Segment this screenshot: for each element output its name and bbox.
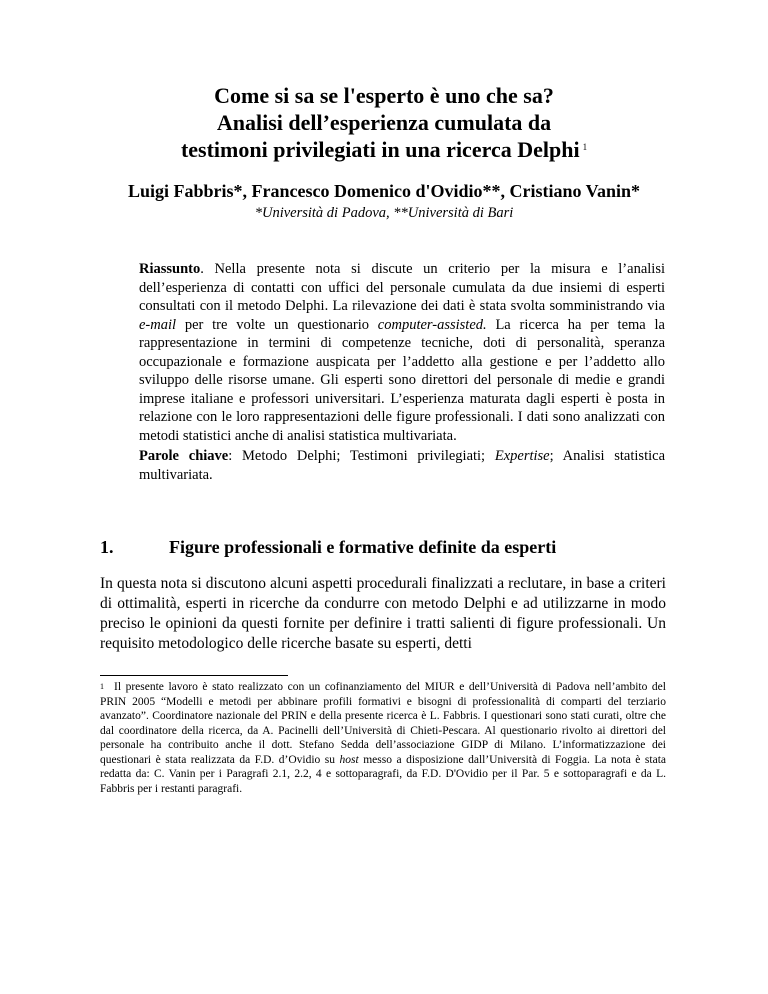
keywords-paragraph: [139, 447, 665, 484]
title-footnote-mark[interactable]: 1: [582, 142, 588, 152]
abstract-emphasis-email: e-mail: [139, 316, 177, 333]
footnote-text-2: messo a disposizione dall’Università di Foggia. La nota è stata redatta da: C. Vanin per i Paragrafi 2.1, 2.2, 4 e sottoparagrafi, da F.D. D'Ovidio per il Par. 5 e sottoparagrafi e da L. Fabbris per i restanti paragrafi.: [100, 753, 666, 795]
section-title: Figure professionali e formative definite da esperti: [169, 537, 557, 557]
abstract-emphasis-computer-assisted: computer-assisted.: [377, 316, 487, 333]
footnote-text-1: Il presente lavoro è stato realizzato con un cofinanziamento del MIUR e dell’Università di Padova nell’ambito del PRIN 2005 “Modelli e metodi per abbinare profili formativi e bisogni di professionalità di comparti del terziario avanzato”. Coordinatore nazionale del PRIN e della presente ricerca è L. Fabbris. I questionari sono stati curati, oltre che dal coordinatore della ricerca, da A. Pacinelli dell’Università di Chieti-Pescara. Al questionario rivolto ai direttori del personale ha contribuito anche il dott. Stefano Sedda dell’associazione GIDP di Milano. L’informatizzazione dei questionari è stata realizzata da F.D. d’Ovidio su: [100, 681, 666, 766]
title-line-3: [100, 136, 668, 163]
abstract-text-1: . Nella presente nota si discute un criterio per la misura e l’analisi dell’esperienza di contatti con uffici del personale cumulata da due insiemi di esperti consultati con il metodo Delphi. La rilevazione dei dati è stata svolta somministrando via: [139, 261, 665, 314]
abstract-block: [139, 260, 665, 484]
author-affiliations: *Università di Padova, **Università di Bari: [254, 205, 514, 221]
footnote-paragraph: [100, 680, 666, 796]
footnote-emphasis-host: host: [339, 753, 359, 766]
paper-title: [100, 82, 668, 163]
author-list: Luigi Fabbris*, Francesco Domenico d'Ovidio**, Cristiano Vanin*: [127, 181, 641, 201]
keywords-text-1: : Metodo Delphi; Testimoni privilegiati;: [228, 448, 495, 464]
abstract-text-3: La ricerca ha per tema la rappresentazione in termini di competenze tecniche, doti di personalità, speranza occupazionale e formazione auspicata per l’addetto alla gestione e per l’addetto allo sviluppo delle risorse umane. Gli esperti sono direttori del personale di medie e grandi imprese italiane e professori universitari. L’esperienza maturata dagli esperti è posta in relazione con le loro rappresentazioni delle figure professionali. I dati sono analizzati con metodi statistici anche di analisi statistica multivariata.: [139, 316, 665, 444]
footnote-separator: [100, 675, 288, 676]
title-line-3-text: testimoni privilegiati in una ricerca Delphi: [180, 137, 580, 162]
body-text: [100, 574, 666, 654]
title-line-1: Come si sa se l'esperto è uno che sa?: [214, 83, 554, 108]
footnote-number: 1: [100, 682, 104, 691]
section-number: 1.: [100, 537, 114, 557]
section-heading: [100, 536, 556, 558]
keywords-emphasis-expertise: Expertise: [494, 448, 550, 464]
title-line-2: Analisi dell’esperienza cumulata da: [216, 110, 552, 135]
keywords-text-2: ; Analisi statistica multivariata.: [139, 448, 665, 483]
keywords-label: Parole chiave: [139, 448, 229, 464]
body-paragraph: In questa nota si discutono alcuni aspetti procedurali finalizzati a reclutare, in base a criteri di ottimalità, esperti in ricerche da condurre con metodo Delphi e ad utilizzarne in modo preciso le opinioni da questi fornite per definire i tratti salienti di figure professionali. Un requisito metodologico delle ricerche basate su esperti, detti: [100, 575, 666, 652]
footnote: [100, 680, 666, 796]
abstract-label: Riassunto: [139, 261, 201, 277]
abstract-paragraph: [139, 260, 665, 445]
abstract-text-2: per tre volte un questionario: [176, 316, 378, 333]
